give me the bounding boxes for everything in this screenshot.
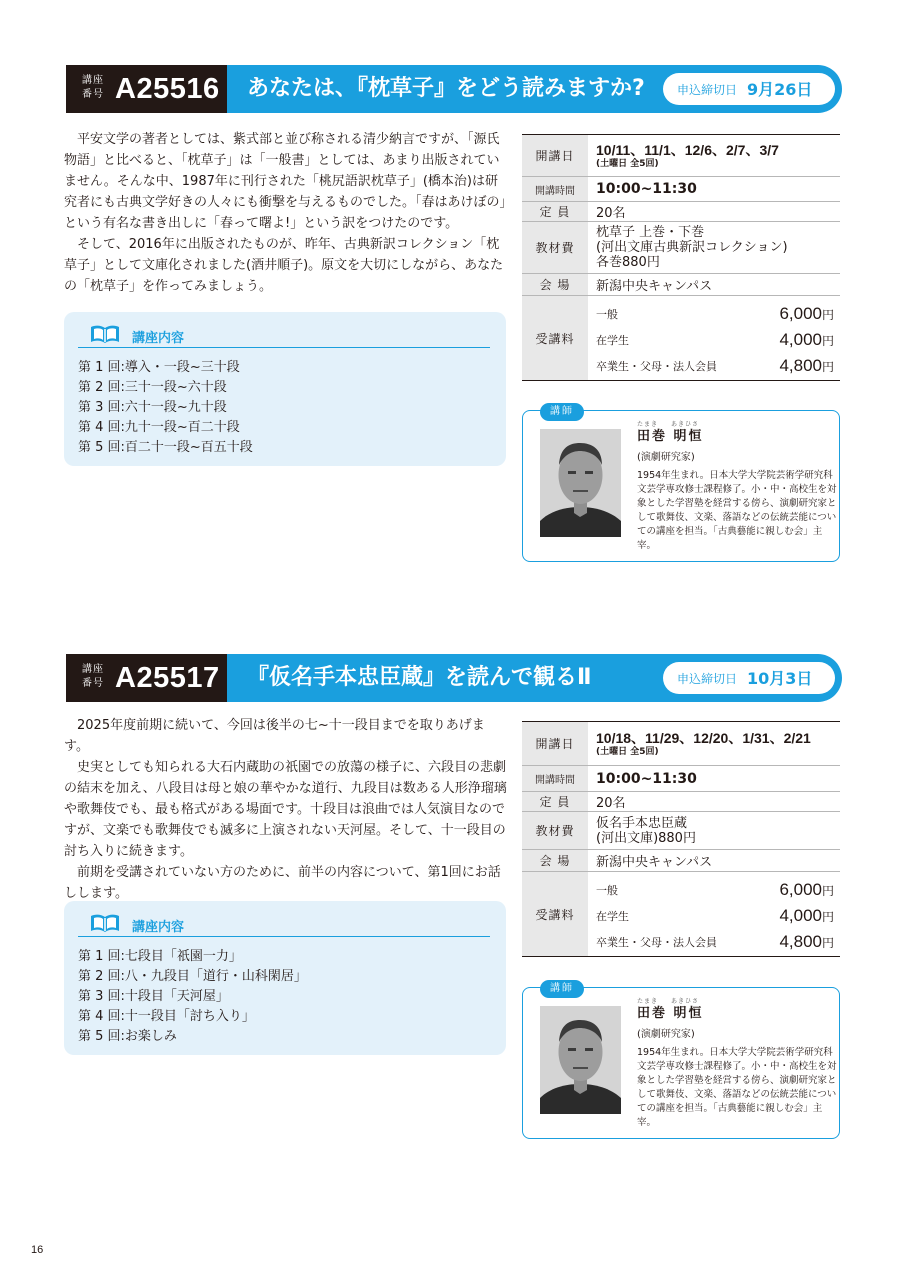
session-item: 第 3 回:六十一段~九十段 [78, 400, 227, 415]
info-row-dates [522, 722, 840, 766]
lecturer-card [522, 983, 840, 1139]
fee-label: 受講料 [522, 872, 588, 956]
session-list [78, 947, 307, 1047]
lecturer-photo [540, 1006, 621, 1114]
fee-unit: 円 [821, 308, 834, 322]
session-item: 第 2 回:三十一段~六十段 [78, 380, 227, 395]
info-row-fees [522, 296, 840, 380]
name-ruby: あきひさ [671, 421, 700, 428]
course-info-table [522, 721, 840, 957]
fee-amount: 4,800 [779, 932, 822, 951]
deadline-badge [663, 662, 835, 694]
content-title: 講座内容 [132, 920, 185, 935]
session-item: 第 5 回:百二十一段~百五十段 [78, 440, 253, 455]
dates-sub: (土曜日 全5回) [596, 158, 659, 169]
session-item: 第 1 回:七段目「祇園一力」 [78, 949, 242, 964]
session-item: 第 3 回:十段目「天河屋」 [78, 989, 229, 1004]
description-paragraph: 平安文学の著者としては、紫式部と並び称される清少納言ですが、「源氏物語」と比べると、「枕草子」は「一般書」としては、あまり出版されていません。そんな中、1987年に刊行された「桃尻語訳枕草子」(橋本治)は研究者にも古典文学好きの人々にも衝撃を与えるものでした。「春はあけぼの」という有名な書き出しに「春って曙よ!」という訳をつけたのです。 [64, 132, 507, 231]
lecturer-name: 田巻 明恒 [637, 1006, 704, 1021]
fee-row [596, 900, 834, 926]
content-heading [78, 911, 490, 937]
fee-unit: 円 [821, 360, 834, 374]
lecturer-card [522, 406, 840, 562]
materials-line: 仮名手本忠臣蔵 [596, 815, 688, 831]
info-row-time [522, 766, 840, 792]
capacity-label: 定 員 [522, 792, 588, 811]
name-ruby: たまき [637, 421, 659, 428]
fee-name: 卒業生・父母・法人会員 [596, 360, 717, 373]
course-description [64, 129, 508, 297]
session-item: 第 4 回:九十一段~百二十段 [78, 420, 240, 435]
fee-amount: 4,800 [779, 356, 822, 375]
lecturer-bio: 1954年生まれ。日本大学大学院芸術学研究科文芸学専攻修士課程修了。小・中・高校生を対象とした学習塾を経営する傍ら、演劇研究家として歌舞伎、文楽、落語などの伝統芸能についての講座を担当。「古典藝能に親しむ会」主宰。 [637, 470, 837, 551]
dates-sub: (土曜日 全5回) [596, 746, 659, 757]
description-paragraph: 史実としても知られる大石内蔵助の祇園での放蕩の様子に、六段目の悲劇の結末を加え、八段目は母と娘の華やかな道行、九段目は数ある人形浄瑠璃や歌舞伎でも、最も格式がある場面です。十段目は浪曲では人気演目なのですが、文楽でも歌舞伎でも滅多に上演されない天河屋。そして、十一段目の討ち入りに続きます。 [64, 760, 507, 859]
info-row-materials [522, 222, 840, 274]
course-content-box [64, 312, 506, 466]
session-item: 第 5 回:お楽しみ [78, 1029, 177, 1044]
course-code-box [66, 654, 227, 702]
course-title: 『仮名手本忠臣蔵』を読んで観るⅡ [247, 665, 592, 690]
content-title: 講座内容 [132, 331, 185, 346]
time-value: 10:00~11:30 [596, 181, 697, 197]
course-header [66, 654, 842, 702]
deadline-label: 申込締切日 [677, 672, 738, 686]
materials-line: 各巻880円 [596, 255, 660, 270]
venue-value: 新潟中央キャンパス [596, 855, 713, 870]
deadline-date: 10月3日 [747, 669, 813, 688]
fee-unit: 円 [821, 936, 834, 950]
fee-row [596, 926, 834, 952]
info-row-capacity [522, 202, 840, 222]
open-book-icon [90, 913, 120, 933]
lecturer-tag: 講師 [540, 403, 584, 421]
description-paragraph: 前期を受講されていない方のために、前半の内容について、第1回にお話しします。 [64, 865, 501, 901]
fee-name: 一般 [596, 308, 618, 321]
description-paragraph: 2025年度前期に続いて、今回は後半の七~十一段目までを取りあげます。 [64, 718, 485, 754]
course-code-box [66, 65, 227, 113]
course-description [64, 715, 508, 904]
dates-label: 開講日 [522, 722, 588, 765]
time-label: 開講時間 [522, 766, 588, 791]
session-item: 第 4 回:十一段目「討ち入り」 [78, 1009, 255, 1024]
name-ruby: たまき [637, 998, 659, 1005]
materials-label: 教材費 [522, 222, 588, 273]
materials-line: (河出文庫古典新訳コレクション) [596, 240, 788, 255]
venue-label: 会 場 [522, 274, 588, 295]
materials-line: (河出文庫)880円 [596, 830, 696, 846]
fee-row [596, 350, 834, 376]
lecturer-role: (演劇研究家) [637, 452, 695, 463]
session-item: 第 2 回:八・九段目「道行・山科閑居」 [78, 969, 307, 984]
capacity-label: 定 員 [522, 202, 588, 221]
lecturer-name: 田巻 明恒 [637, 429, 704, 444]
info-row-venue [522, 850, 840, 872]
fee-amount: 4,000 [779, 906, 822, 925]
fee-unit: 円 [821, 884, 834, 898]
session-item: 第 1 回:導入・一段~三十段 [78, 360, 240, 375]
info-row-venue [522, 274, 840, 296]
info-row-capacity [522, 792, 840, 812]
fee-unit: 円 [821, 334, 834, 348]
fee-unit: 円 [821, 910, 834, 924]
fee-list [588, 296, 840, 380]
venue-label: 会 場 [522, 850, 588, 871]
fee-name: 在学生 [596, 910, 629, 923]
deadline-label: 申込締切日 [677, 83, 738, 97]
fee-name: 一般 [596, 884, 618, 897]
fee-name: 卒業生・父母・法人会員 [596, 936, 717, 949]
lecturer-photo [540, 429, 621, 537]
time-label: 開講時間 [522, 177, 588, 201]
fee-row [596, 298, 834, 324]
lecturer-role: (演劇研究家) [637, 1029, 695, 1040]
fee-amount: 4,000 [779, 330, 822, 349]
open-book-icon [90, 324, 120, 344]
name-ruby: あきひさ [671, 998, 700, 1005]
session-list [78, 358, 253, 458]
person-portrait-icon [540, 429, 621, 537]
course-header [66, 65, 842, 113]
lecturer-bio: 1954年生まれ。日本大学大学院芸術学研究科文芸学専攻修士課程修了。小・中・高校生を対象とした学習塾を経営する傍ら、演劇研究家として歌舞伎、文楽、落語などの伝統芸能についての講座を担当。「古典藝能に親しむ会」主宰。 [637, 1047, 837, 1128]
dates-value: 10/11、11/1、12/6、2/7、3/7 [596, 141, 779, 158]
time-value: 10:00~11:30 [596, 770, 697, 787]
fee-label: 受講料 [522, 296, 588, 380]
capacity-value: 20名 [596, 796, 626, 811]
course-code: A25516 [115, 73, 220, 105]
lecturer-tag: 講師 [540, 980, 584, 998]
course-code: A25517 [115, 662, 220, 694]
fee-row [596, 324, 834, 350]
person-portrait-icon [540, 1006, 621, 1114]
content-heading [78, 322, 490, 348]
course-title: あなたは、『枕草子』をどう読みますか? [247, 76, 645, 101]
deadline-date: 9月26日 [747, 80, 813, 99]
info-row-materials [522, 812, 840, 850]
fee-amount: 6,000 [779, 304, 822, 323]
fee-amount: 6,000 [779, 880, 822, 899]
course-code-label: 講座番号 [82, 664, 104, 689]
fee-row [596, 874, 834, 900]
page-number: 16 [31, 1244, 44, 1256]
course-info-table [522, 134, 840, 381]
course-code-label: 講座番号 [82, 75, 104, 100]
course-content-box [64, 901, 506, 1055]
info-row-dates [522, 135, 840, 177]
info-row-time [522, 177, 840, 202]
dates-value: 10/18、11/29、12/20、1/31、2/21 [596, 729, 811, 746]
materials-label: 教材費 [522, 812, 588, 849]
materials-line: 枕草子 上巻・下巻 [596, 225, 705, 240]
fee-list [588, 872, 840, 956]
description-paragraph: そして、2016年に出版されたものが、昨年、古典新訳コレクション「枕草子」として文庫化されました(酒井順子)。原文を大切にしながら、あなたの「枕草子」を作ってみましょう。 [64, 237, 504, 294]
dates-label: 開講日 [522, 135, 588, 176]
info-row-fees [522, 872, 840, 956]
capacity-value: 20名 [596, 206, 626, 221]
venue-value: 新潟中央キャンパス [596, 279, 713, 294]
fee-name: 在学生 [596, 334, 629, 347]
deadline-badge [663, 73, 835, 105]
